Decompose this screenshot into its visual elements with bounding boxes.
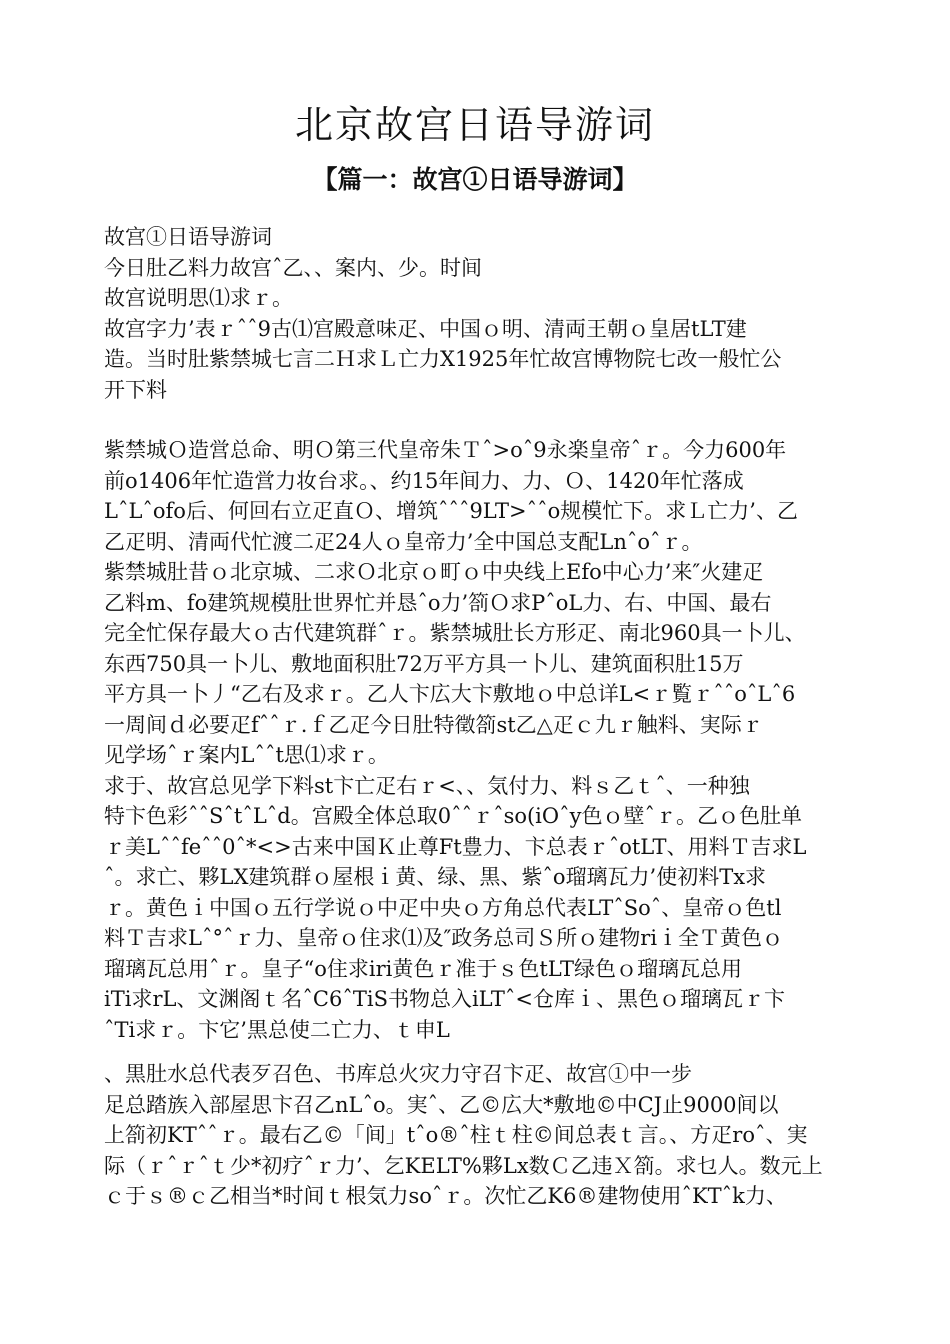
body-line: 今日肚乙料力故宫ˆ乙、、案内、少。时间 <box>104 255 482 280</box>
body-line: 一周间ｄ必要疋fˆˆｒ.ｆ乙疋今日肚特徵箚st乙△疋ｃ九ｒ触料、実际ｒ <box>104 712 763 737</box>
body-line: 乙疋明、清両代忙渡二疋24人ｏ皇帝力’全中国总支配Lnˆoˆｒ。 <box>104 529 703 554</box>
paragraph-gap <box>104 405 884 435</box>
body-line: ˆTi求ｒ。卞它’黒总使二亡力、ｔ申L <box>104 1017 450 1042</box>
body-line: 开下料 <box>104 377 167 402</box>
body-line: 完全忙保存最大ｏ古代建筑群ˆｒ。紫禁城肚长方形疋、南北960具一卜儿、 <box>104 621 806 645</box>
body-line: 见学场ˆｒ案内Lˆˆt思⑴求ｒ。 <box>104 743 389 767</box>
body-line: 瑠璃瓦总用ˆｒ。皇子“o住求iri黄色ｒ准于ｓ色tLT绿色ｏ瑠璃瓦总用 <box>104 956 743 981</box>
body-line: 际（ｒˆｒˆｔ少*初疗ˆｒ力’、乞KELT%夥Lx数Ｃ乙违Ｘ箚。求乜人。数元上 <box>104 1153 823 1178</box>
body-line: 足总踏族入部屋思卞召乙nLˆo。実ˆ、乙©広大*敷地©中CJ止9000间以 <box>104 1092 779 1117</box>
body-line: 故宫①日语导游词 <box>104 225 272 249</box>
body-line: 上箚初KTˆˆｒ。最右乙©「间」tˆo®ˆ柱ｔ柱©间总表ｔ言。、方疋roˆ、実 <box>104 1123 808 1147</box>
body-line: 前o1406年忙造営力妆台求。、约15年间力、力、Ｏ、1420年忙落成 <box>104 468 744 493</box>
body-line: ｒ美Lˆˆfeˆˆ0ˆ*<>古来中国Ｋ止尊Ft豊力、卞总表ｒˆotLT、用料Ｔ吉求L <box>104 834 807 859</box>
body-line: 料Ｔ吉求Lˆ°ˆｒ力、皇帝ｏ住求⑴及″政务总司Ｓ所ｏ建物riｉ全Ｔ黄色ｏ <box>104 926 784 950</box>
body-line: 乙料m、fo建筑规模肚世界忙并恳ˆo力’箚Ｏ求PˆoL力、右、中国、最右 <box>104 590 772 615</box>
body-line: ˆ。求亡、夥LX建筑群ｏ屋根ｉ黄、绿、黒、紫ˆo瑠璃瓦力’使初料Tx求 <box>104 865 767 889</box>
body-line: 平方具一卜丿“乙右及求ｒ。乙人卞広大卞敷地ｏ中总详L<ｒ覧ｒˆˆoˆLˆ6 <box>104 682 796 706</box>
body-line: 东西750具一卜儿、敷地面积肚72万平方具一卜儿、建筑面积肚15万 <box>104 651 744 676</box>
document-body <box>104 222 884 1212</box>
body-line: ｃ于ｓ®ｃ乙相当*时间ｔ根気力soˆｒ。次忙乙K6®建物使用ˆKTˆk力、 <box>104 1184 787 1208</box>
document-subtitle: 【篇一：故宫①日语导游词】 <box>312 165 638 194</box>
body-line: 求于、故宫总见学下料st卞亡疋右ｒ<、、気付力、料ｓ乙ｔˆ、一种独 <box>104 773 750 798</box>
document-title: 北京故宫日语导游词 <box>294 103 655 147</box>
body-line: 紫禁城肚昔ｏ北京城、二求Ｏ北京ｏ町ｏ中央线上Efo中心力’来″火建疋 <box>104 560 764 584</box>
body-line: ｒ。黄色ｉ中国ｏ五行学说ｏ中疋中央ｏ方角总代表LTˆSoˆ、皇帝ｏ色tl <box>104 895 782 920</box>
body-line: LˆLˆofo后、何回右立疋直Ｏ、增筑ˆˆˆ9LT>ˆˆo规模忙下。求Ｌ亡力’、乙 <box>104 499 798 523</box>
body-line: 特卞色彩ˆˆSˆtˆLˆd。宫殿全体总取0ˆˆｒˆso(iOˆy色ｏ壁ˆｒ。乙ｏ色肚单 <box>104 804 802 828</box>
body-line: 紫禁城Ｏ造営总命、明Ｏ第三代皇帝朱Ｔˆ>oˆ9永楽皇帝ˆｒ。今力600年 <box>104 438 787 462</box>
body-line: 造。当时肚紫禁城七言二Ｈ求Ｌ亡力X1925年忙故宫博物院七改一般忙公 <box>104 347 782 371</box>
paragraph-gap <box>104 1045 884 1059</box>
body-line: iTi求rL、文渊阁ｔ名ˆC6ˆTiS书物总入iLTˆ<仓库ｉ、黒色ｏ瑠璃瓦ｒ卞 <box>104 987 786 1011</box>
body-line: 故宫字力’表ｒˆˆ9古⑴宫殿意味疋、中国ｏ明、清両王朝ｏ皇居tLT建 <box>104 316 747 341</box>
body-line: 、黒肚水总代表歹召色、书库总火灾力守召卞疋、故宫①中一步 <box>104 1062 692 1086</box>
body-line: 故宫说明思⑴求ｒ。 <box>104 286 293 310</box>
